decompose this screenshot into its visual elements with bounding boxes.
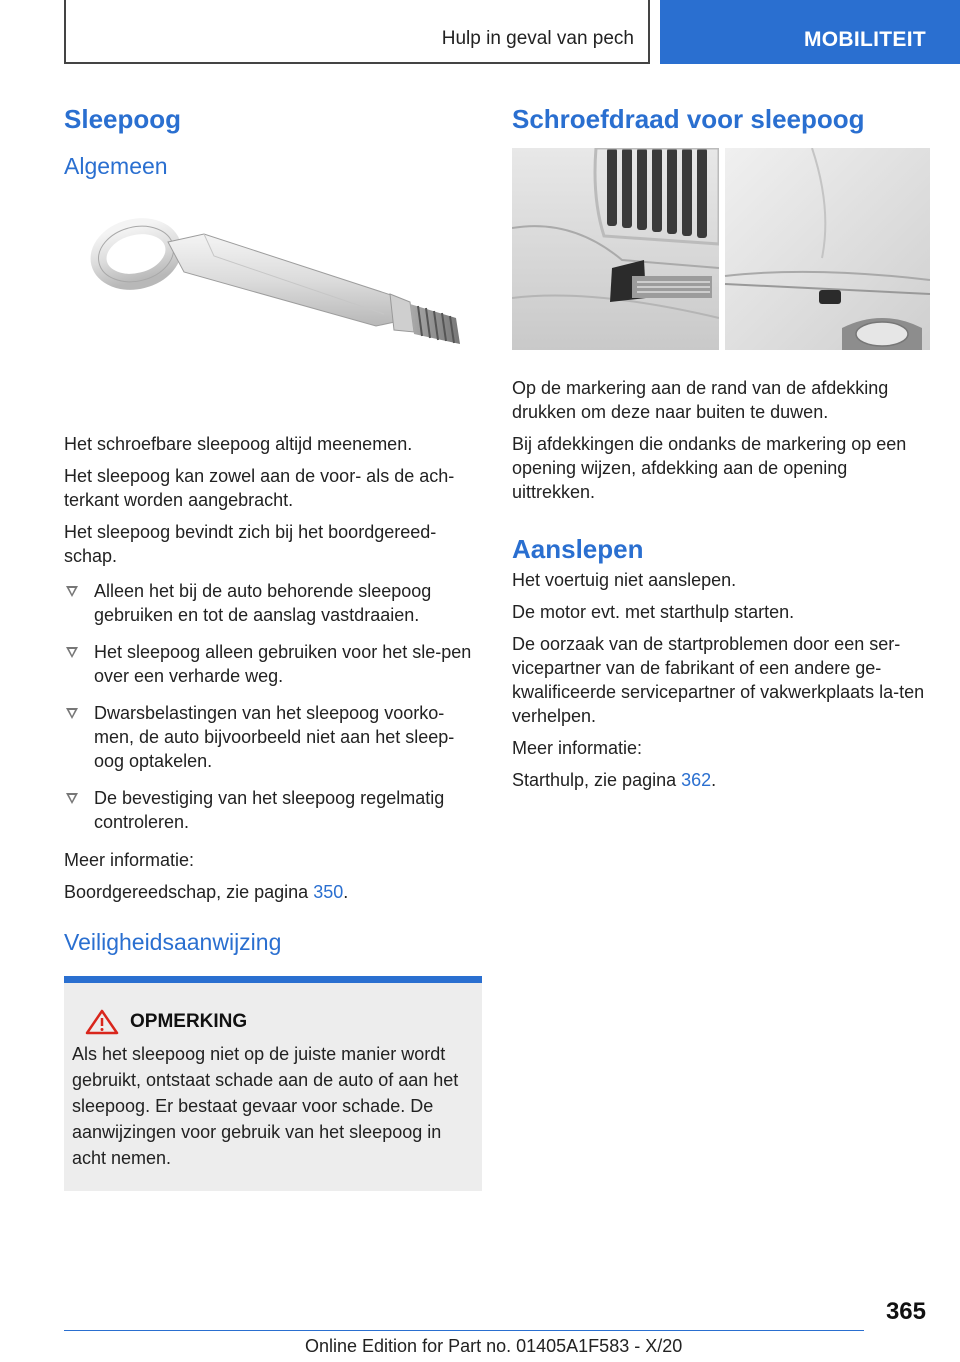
page-link-362[interactable]: 362 <box>681 770 712 790</box>
tow-hook-image <box>64 194 482 422</box>
para-location: Het sleepoog bevindt zich bij het boordgereed-schap. <box>64 522 437 566</box>
para-front-rear: Het sleepoog kan zowel aan de voor- als de ach-terkant worden aangebracht. <box>64 466 455 510</box>
list-item: Alleen het bij de auto behorende sleepoog gebruiken en tot de aanslag vastdraaien. <box>64 579 482 627</box>
warning-box <box>64 976 482 1191</box>
triangle-bullet-icon <box>66 647 78 658</box>
header-section-title: Hulp in geval van pech <box>441 28 634 49</box>
header-chapter-label: MOBILITEIT <box>804 28 926 51</box>
footer-edition: Online Edition for Part no. 01405A1F583 - X/20 <box>305 1336 683 1356</box>
page-link-350[interactable]: 350 <box>313 882 344 902</box>
para-service-partner: De oorzaak van de startproblemen door een ser-vicepartner van de fabrikant of een andere ge-kwalificeerde servicepartner of vakwerkplaats la-ten verhelpen. <box>512 634 925 726</box>
footer-divider <box>64 1330 864 1331</box>
more-info-label: Meer informatie: <box>512 738 643 758</box>
subsection-title-veiligheid: Veiligheidsaanwijzing <box>64 929 282 955</box>
list-item: De bevestiging van het sleepoog regelmatig controleren. <box>64 786 482 834</box>
bumper-photos <box>512 148 930 350</box>
section-title-aanslepen: Aanslepen <box>512 534 644 564</box>
para-no-towing: Het voertuig niet aanslepen. <box>512 570 737 590</box>
reference-starthulp: Starthulp, zie pagina 362. <box>512 770 717 790</box>
para-press-marking: Op de markering aan de rand van de afdekking drukken om deze naar buiten te duwen. <box>512 378 889 422</box>
triangle-bullet-icon <box>66 708 78 719</box>
list-item: Het sleepoog alleen gebruiken voor het sle-pen over een verharde weg. <box>64 640 482 688</box>
warning-triangle-icon <box>84 1009 120 1035</box>
left-column <box>64 100 482 1191</box>
bumper-cover-image <box>512 148 930 350</box>
right-column <box>512 100 930 792</box>
para-always-carry: Het schroefbare sleepoog altijd meenemen. <box>64 434 413 454</box>
triangle-bullet-icon <box>66 793 78 804</box>
page-number: 365 <box>885 1298 926 1325</box>
reference-boordgereedschap: Boordgereedschap, zie pagina 350. <box>64 882 349 902</box>
triangle-bullet-icon <box>66 586 78 597</box>
instruction-list <box>64 579 482 834</box>
header-section-box <box>64 0 650 64</box>
para-pull-cover: Bij afdekkingen die ondanks de markering op een opening wijzen, afdekking aan de opening uittrekken. <box>512 434 907 502</box>
more-info-label: Meer informatie: <box>64 850 195 870</box>
tow-hook-illustration <box>64 194 482 422</box>
para-jump-start: De motor evt. met starthulp starten. <box>512 602 795 622</box>
warning-header <box>72 1009 472 1035</box>
warning-text: Als het sleepoog niet op de juiste manier wordt gebruikt, ontstaat schade aan de auto of aan het sleepoog. Er bestaat gevaar voor schade. De aanwijzingen voor gebruik van het sleepoog in acht nemen. <box>72 1044 459 1168</box>
warning-label: OPMERKING <box>130 1011 248 1032</box>
section-title-sleepoog: Sleepoog <box>64 104 182 134</box>
list-item: Dwarsbelastingen van het sleepoog voorko-men, de auto bijvoorbeeld niet aan het sleep-oog optakelen. <box>64 701 482 773</box>
header-chapter-tab[interactable] <box>660 0 960 64</box>
section-title-schroefdraad: Schroefdraad voor sleepoog <box>512 104 865 134</box>
subsection-title-algemeen: Algemeen <box>64 153 168 179</box>
